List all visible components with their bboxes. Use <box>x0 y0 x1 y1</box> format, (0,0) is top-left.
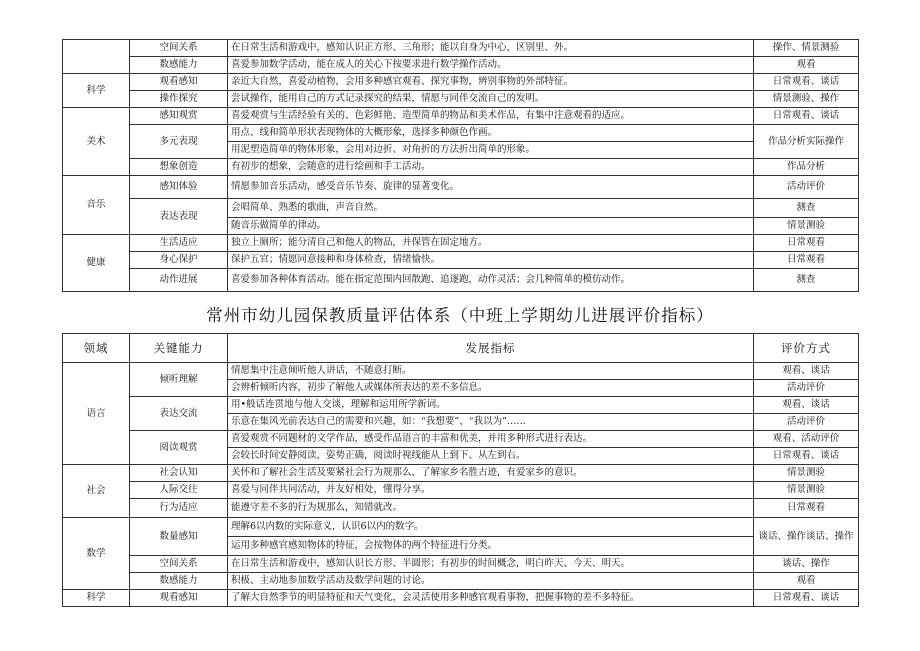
ability-cell: 生活适应 <box>130 235 228 252</box>
indicator-cell: 理解6以内数的实际意义，认识6以内的数字。 <box>228 518 754 537</box>
evaluation-cell: 测查 <box>754 269 859 292</box>
table-row <box>63 199 859 218</box>
ability-cell: 多元表现 <box>130 125 228 159</box>
evaluation-cell: 作品分析 <box>754 159 859 176</box>
table-row <box>63 363 859 380</box>
evaluation-cell: 谈话、操作谈话、操作 <box>754 518 859 556</box>
ability-cell: 表达表现 <box>130 199 228 235</box>
indicator-cell: 关怀和了解社会生活及要紧社会行为规那么，了解家乡名胜古迹，有爱家乡的意识。 <box>228 465 754 482</box>
ability-cell: 倾听理解 <box>130 363 228 397</box>
page-title: 常州市幼儿园保教质量评估体系（中班上学期幼儿进展评价指标） <box>206 306 714 325</box>
ability-cell: 空间关系 <box>130 556 228 573</box>
indicator-cell: 用点、线和简单形状表现物体的大概形象，选择多种颜色作画。 <box>228 125 754 142</box>
domain-cell: 科学 <box>63 590 130 607</box>
evaluation-cell: 观看、谈话 <box>754 397 859 414</box>
table-row <box>63 108 859 125</box>
indicator-cell: 运用多种感官感知物体的特征，会按物体的两个特征进行分类。 <box>228 537 754 556</box>
ability-cell: 人际交往 <box>130 482 228 499</box>
indicator-cell: 乐意在集风光前表达自己的需要和兴趣，如：“我想要”、“我以为”…… <box>228 414 754 431</box>
ability-cell: 数量感知 <box>130 518 228 556</box>
ability-cell: 观看感知 <box>130 74 228 91</box>
ability-cell: 身心保护 <box>130 252 228 269</box>
indicator-table-continued <box>62 39 859 292</box>
domain-cell: 音乐 <box>63 176 130 235</box>
evaluation-cell: 观看 <box>754 57 859 74</box>
indicator-cell: 随音乐做简单的律动。 <box>228 218 754 235</box>
evaluation-cell: 活动评价 <box>754 380 859 397</box>
header-ability: 关键能力 <box>130 334 228 363</box>
table-row <box>63 159 859 176</box>
indicator-cell: 用泥塑造简单的物体形象，会用对边折、对角折的方法折出简单的形象。 <box>228 142 754 159</box>
table-row <box>63 57 859 74</box>
evaluation-cell: 日常观看 <box>754 499 859 518</box>
indicator-cell: 喜爱观赏与生活经验有关的、色彩鲜艳、造型简单的物品和美术作品，有集中注意观看的适应。 <box>228 108 754 125</box>
evaluation-cell: 观看 <box>754 573 859 590</box>
evaluation-cell: 日常观看 <box>754 235 859 252</box>
indicator-table <box>62 333 859 607</box>
table-row <box>63 590 859 607</box>
domain-cell: 数学 <box>63 518 130 590</box>
header-evaluation: 评价方式 <box>754 334 859 363</box>
indicator-cell: 尝试操作，能用自己的方式记录探究的结果，情愿与同伴交流自己的发明。 <box>228 91 754 108</box>
evaluation-cell: 观看、活动评价 <box>754 431 859 448</box>
ability-cell: 想象创造 <box>130 159 228 176</box>
indicator-cell: 情愿集中注意倾听他人讲话，不随意打断。 <box>228 363 754 380</box>
ability-cell: 感知体验 <box>130 176 228 199</box>
table-row <box>63 397 859 414</box>
indicator-cell: 了解大自然季节的明显特征和天气变化，会灵活使用多种感官观看事物，把握事物的差不多特征。 <box>228 590 754 607</box>
ability-cell: 数感能力 <box>130 57 228 74</box>
domain-cell: 语言 <box>63 363 130 465</box>
evaluation-cell: 情景测验 <box>754 465 859 482</box>
indicator-cell: 在日常生活和游戏中，感知认识正方形、三角形；能以自身为中心，区别里、外。 <box>228 40 754 57</box>
domain-cell: 科学 <box>63 74 130 108</box>
ability-cell: 行为适应 <box>130 499 228 518</box>
indicator-cell: 喜爱观赏不同题材的文学作品，感受作品语言的丰富和优美，并用多种形式进行表达。 <box>228 431 754 448</box>
indicator-cell: 喜爱参加数学活动，能在成人的关心下按要求进行数学操作活动。 <box>228 57 754 74</box>
evaluation-cell: 谈话、操作 <box>754 556 859 573</box>
indicator-cell: 有初步的想象，会随意的进行绘画和手工活动。 <box>228 159 754 176</box>
table-row <box>63 482 859 499</box>
ability-cell: 阅读观赏 <box>130 431 228 465</box>
header-indicator: 发展指标 <box>228 334 754 363</box>
table-row <box>63 573 859 590</box>
table-row <box>63 252 859 269</box>
indicator-cell: 用•般话连贯地与他人交谈，理解和运用所学新词。 <box>228 397 754 414</box>
table-row <box>63 465 859 482</box>
ability-cell: 空间关系 <box>130 40 228 57</box>
table-row <box>63 499 859 518</box>
evaluation-cell: 情景测验、操作 <box>754 91 859 108</box>
table-row <box>63 91 859 108</box>
evaluation-cell: 日常观看、谈话 <box>754 108 859 125</box>
table-row <box>63 74 859 91</box>
indicator-cell: 能遵守差不多的行为规那么，知错就改。 <box>228 499 754 518</box>
indicator-cell: 亲近大自然，喜爱动植物，会用多种感官观看、探究事物，辨别事物的外部特征。 <box>228 74 754 91</box>
evaluation-cell: 日常观看、谈话 <box>754 74 859 91</box>
indicator-cell: 独立上厕所；能分清自己和他人的物品，并保管在固定地方。 <box>228 235 754 252</box>
indicator-cell: 会辨析倾听内容，初步了解他人或媒体所表达的差不多信息。 <box>228 380 754 397</box>
evaluation-cell: 操作、情景测验 <box>754 40 859 57</box>
domain-cell <box>63 40 130 74</box>
indicator-cell: 会唱简单、熟悉的歌曲，声音自然。 <box>228 199 754 218</box>
domain-cell: 社会 <box>63 465 130 518</box>
indicator-cell: 积极、主动地参加数学活动及数学问题的讨论。 <box>228 573 754 590</box>
indicator-cell: 保护五官；情愿同意接种和身体检查，情绪愉快。 <box>228 252 754 269</box>
indicator-cell: 在日常生活和游戏中，感知认识长方形、半圆形；有初步的时间概念，明白昨天、今天、明天。 <box>228 556 754 573</box>
evaluation-cell: 日常观看、谈话 <box>754 448 859 465</box>
evaluation-cell: 日常观看、谈话 <box>754 590 859 607</box>
table-row <box>63 556 859 573</box>
header-domain: 领域 <box>63 334 130 363</box>
table-row <box>63 235 859 252</box>
table-row <box>63 176 859 199</box>
evaluation-cell: 作品分析实际操作 <box>754 125 859 159</box>
evaluation-cell: 观看、谈话 <box>754 363 859 380</box>
evaluation-cell: 测查 <box>754 199 859 218</box>
evaluation-cell: 活动评价 <box>754 414 859 431</box>
ability-cell: 操作探究 <box>130 91 228 108</box>
evaluation-cell: 日常观看 <box>754 252 859 269</box>
table-row <box>63 40 859 57</box>
indicator-cell: 喜爱参加各种体育活动。能在指定范围内回散跑、追逐跑，动作灵活；会几种简单的模仿动作。 <box>228 269 754 292</box>
evaluation-cell: 活动评价 <box>754 176 859 199</box>
table-header-row <box>63 334 859 363</box>
ability-cell: 观看感知 <box>130 590 228 607</box>
ability-cell: 表达交流 <box>130 397 228 431</box>
ability-cell: 数感能力 <box>130 573 228 590</box>
domain-cell: 美术 <box>63 108 130 176</box>
table-row <box>63 269 859 292</box>
evaluation-cell: 情景测验 <box>754 482 859 499</box>
ability-cell: 动作进展 <box>130 269 228 292</box>
indicator-cell: 喜爱与同伴共同活动，并友好相处，懂得分享。 <box>228 482 754 499</box>
table-row <box>63 125 859 142</box>
indicator-cell: 会较长时间安静阅读，姿势正确，阅读时视线能从上到下、从左到右。 <box>228 448 754 465</box>
domain-cell: 健康 <box>63 235 130 292</box>
ability-cell: 社会认知 <box>130 465 228 482</box>
table-row <box>63 518 859 537</box>
ability-cell: 感知观赏 <box>130 108 228 125</box>
table-row <box>63 431 859 448</box>
evaluation-cell: 情景测验 <box>754 218 859 235</box>
indicator-cell: 情愿参加音乐活动，感受音乐节奏、旋律的显著变化。 <box>228 176 754 199</box>
